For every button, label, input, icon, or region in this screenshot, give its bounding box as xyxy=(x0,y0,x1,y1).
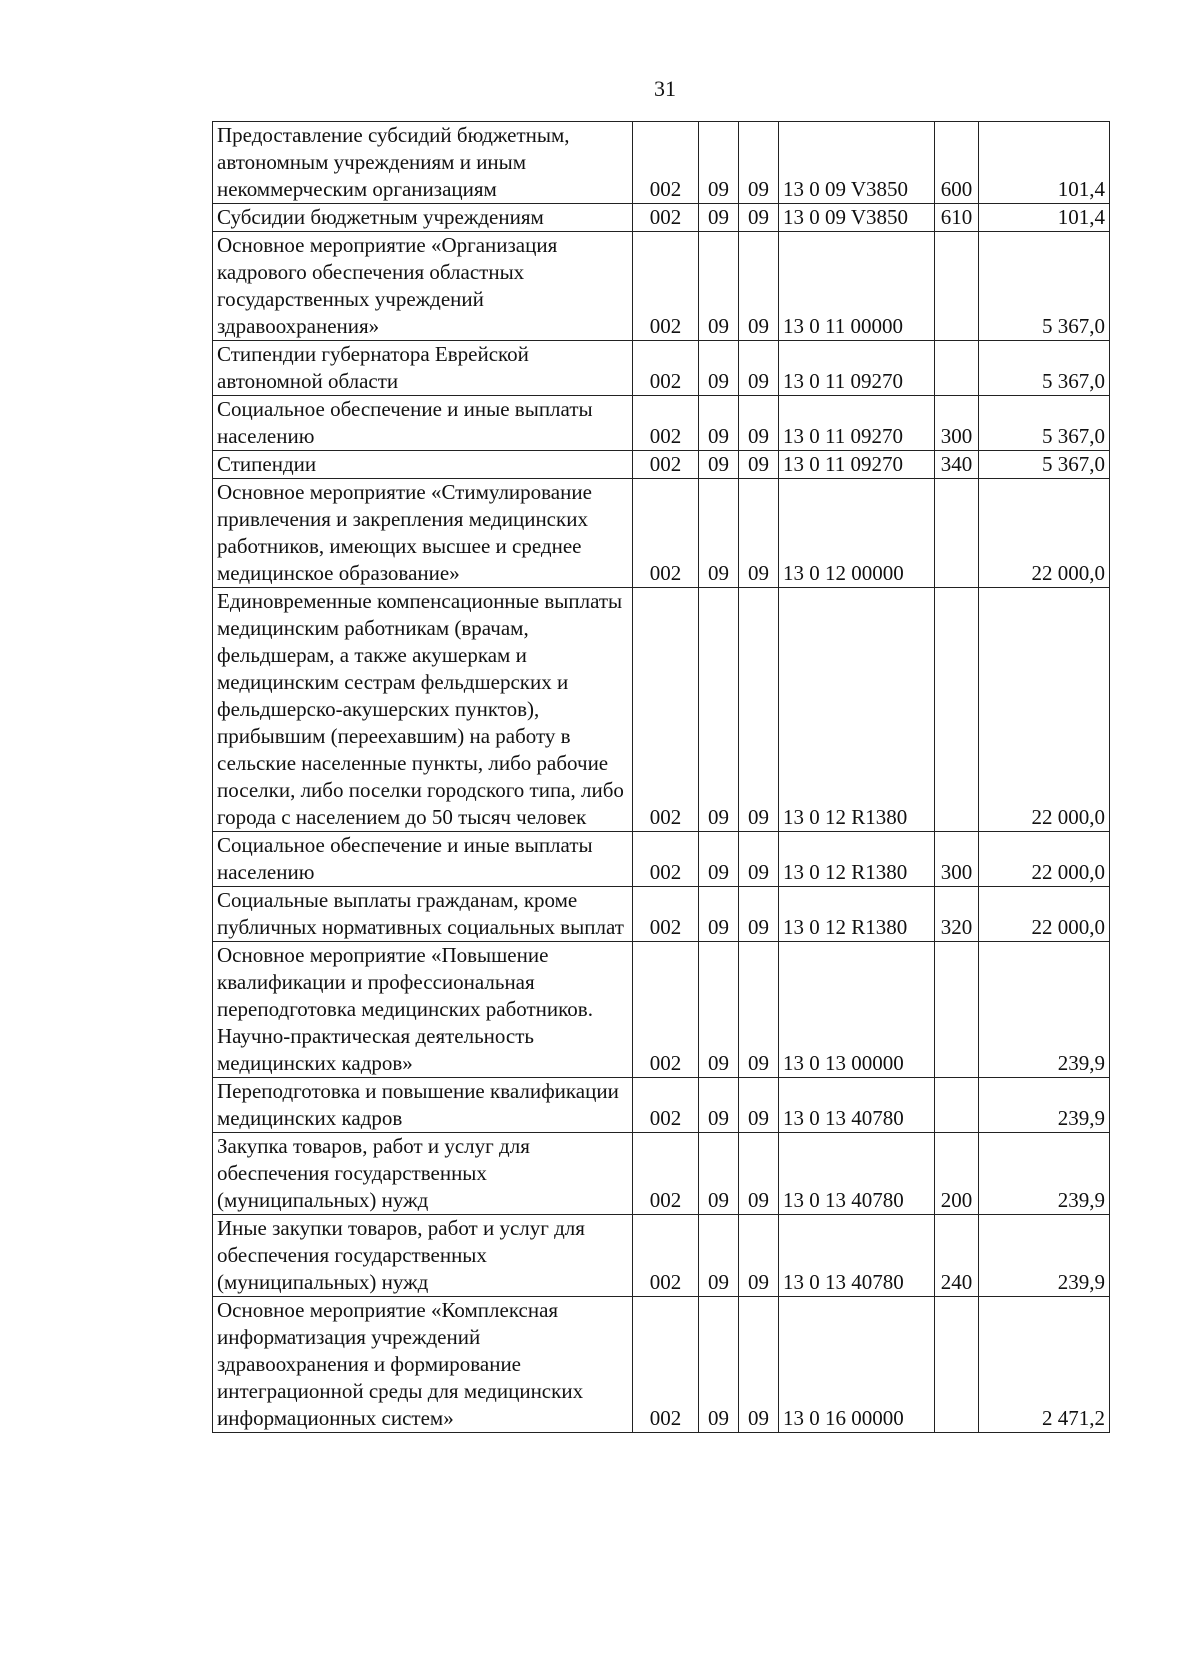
row-amount: 22 000,0 xyxy=(979,887,1110,942)
row-expense-type xyxy=(935,479,979,588)
row-name: Закупка товаров, работ и услуг для обеспечения государственных (муниципальных) нужд xyxy=(213,1133,633,1215)
table-row xyxy=(213,122,1110,204)
row-amount: 22 000,0 xyxy=(979,479,1110,588)
row-subsection-code: 09 xyxy=(739,1215,779,1297)
row-ministry-code: 002 xyxy=(633,232,699,341)
table-row xyxy=(213,1133,1110,1215)
row-subsection-code: 09 xyxy=(739,341,779,396)
row-target-article: 13 0 11 00000 xyxy=(779,232,935,341)
row-ministry-code: 002 xyxy=(633,1297,699,1433)
row-ministry-code: 002 xyxy=(633,341,699,396)
row-amount: 239,9 xyxy=(979,1133,1110,1215)
row-name: Социальные выплаты гражданам, кроме публичных нормативных социальных выплат xyxy=(213,887,633,942)
row-section-code: 09 xyxy=(699,1297,739,1433)
row-ministry-code: 002 xyxy=(633,1133,699,1215)
row-amount: 22 000,0 xyxy=(979,588,1110,832)
row-subsection-code: 09 xyxy=(739,396,779,451)
table-row xyxy=(213,588,1110,832)
row-expense-type: 300 xyxy=(935,396,979,451)
row-target-article: 13 0 12 R1380 xyxy=(779,588,935,832)
row-name: Основное мероприятие «Стимулирование привлечения и закрепления медицинских работников, имеющих высшее и среднее медицинское образование» xyxy=(213,479,633,588)
row-expense-type: 600 xyxy=(935,122,979,204)
row-expense-type: 300 xyxy=(935,832,979,887)
row-name: Основное мероприятие «Комплексная информатизация учреждений здравоохранения и формирование интеграционной среды для медицинских информационных систем» xyxy=(213,1297,633,1433)
row-target-article: 13 0 13 40780 xyxy=(779,1078,935,1133)
row-expense-type: 610 xyxy=(935,204,979,232)
row-name: Иные закупки товаров, работ и услуг для обеспечения государственных (муниципальных) нужд xyxy=(213,1215,633,1297)
row-section-code: 09 xyxy=(699,832,739,887)
row-name: Субсидии бюджетным учреждениям xyxy=(213,204,633,232)
row-amount: 22 000,0 xyxy=(979,832,1110,887)
row-section-code: 09 xyxy=(699,588,739,832)
row-expense-type xyxy=(935,942,979,1078)
table-row xyxy=(213,341,1110,396)
table-row xyxy=(213,1078,1110,1133)
row-section-code: 09 xyxy=(699,341,739,396)
row-amount: 5 367,0 xyxy=(979,341,1110,396)
row-amount: 239,9 xyxy=(979,942,1110,1078)
row-ministry-code: 002 xyxy=(633,942,699,1078)
row-expense-type xyxy=(935,232,979,341)
row-name: Стипендии xyxy=(213,451,633,479)
table-row xyxy=(213,204,1110,232)
row-target-article: 13 0 16 00000 xyxy=(779,1297,935,1433)
row-amount: 2 471,2 xyxy=(979,1297,1110,1433)
row-target-article: 13 0 13 00000 xyxy=(779,942,935,1078)
row-subsection-code: 09 xyxy=(739,942,779,1078)
row-ministry-code: 002 xyxy=(633,1215,699,1297)
row-name: Социальное обеспечение и иные выплаты населению xyxy=(213,832,633,887)
row-subsection-code: 09 xyxy=(739,451,779,479)
row-section-code: 09 xyxy=(699,479,739,588)
row-subsection-code: 09 xyxy=(739,1133,779,1215)
row-section-code: 09 xyxy=(699,122,739,204)
table-row xyxy=(213,1215,1110,1297)
budget-table xyxy=(212,121,1110,1433)
row-ministry-code: 002 xyxy=(633,887,699,942)
row-ministry-code: 002 xyxy=(633,204,699,232)
row-section-code: 09 xyxy=(699,1215,739,1297)
row-target-article: 13 0 13 40780 xyxy=(779,1215,935,1297)
row-name: Предоставление субсидий бюджетным, автономным учреждениям и иным некоммерческим организациям xyxy=(213,122,633,204)
row-target-article: 13 0 13 40780 xyxy=(779,1133,935,1215)
table-row xyxy=(213,232,1110,341)
row-subsection-code: 09 xyxy=(739,122,779,204)
row-subsection-code: 09 xyxy=(739,204,779,232)
row-amount: 101,4 xyxy=(979,204,1110,232)
row-ministry-code: 002 xyxy=(633,588,699,832)
row-expense-type xyxy=(935,1297,979,1433)
row-ministry-code: 002 xyxy=(633,479,699,588)
table-row xyxy=(213,887,1110,942)
row-amount: 5 367,0 xyxy=(979,396,1110,451)
row-name: Основное мероприятие «Организация кадрового обеспечения областных государственных учреждений здравоохранения» xyxy=(213,232,633,341)
page-number: 31 xyxy=(654,76,676,101)
row-section-code: 09 xyxy=(699,887,739,942)
table-row xyxy=(213,832,1110,887)
row-section-code: 09 xyxy=(699,451,739,479)
row-subsection-code: 09 xyxy=(739,887,779,942)
row-section-code: 09 xyxy=(699,1078,739,1133)
row-target-article: 13 0 11 09270 xyxy=(779,341,935,396)
row-subsection-code: 09 xyxy=(739,588,779,832)
row-ministry-code: 002 xyxy=(633,832,699,887)
row-ministry-code: 002 xyxy=(633,451,699,479)
row-expense-type: 320 xyxy=(935,887,979,942)
row-section-code: 09 xyxy=(699,204,739,232)
row-ministry-code: 002 xyxy=(633,122,699,204)
row-amount: 239,9 xyxy=(979,1078,1110,1133)
row-target-article: 13 0 09 V3850 xyxy=(779,204,935,232)
table-row xyxy=(213,942,1110,1078)
row-ministry-code: 002 xyxy=(633,396,699,451)
table-row xyxy=(213,451,1110,479)
row-subsection-code: 09 xyxy=(739,232,779,341)
row-target-article: 13 0 11 09270 xyxy=(779,396,935,451)
row-subsection-code: 09 xyxy=(739,479,779,588)
row-amount: 5 367,0 xyxy=(979,232,1110,341)
row-target-article: 13 0 09 V3850 xyxy=(779,122,935,204)
row-target-article: 13 0 11 09270 xyxy=(779,451,935,479)
row-section-code: 09 xyxy=(699,396,739,451)
row-name: Социальное обеспечение и иные выплаты населению xyxy=(213,396,633,451)
table-row xyxy=(213,1297,1110,1433)
row-section-code: 09 xyxy=(699,232,739,341)
row-target-article: 13 0 12 R1380 xyxy=(779,887,935,942)
row-subsection-code: 09 xyxy=(739,1078,779,1133)
row-section-code: 09 xyxy=(699,942,739,1078)
row-expense-type: 240 xyxy=(935,1215,979,1297)
row-name: Переподготовка и повышение квалификации медицинских кадров xyxy=(213,1078,633,1133)
row-subsection-code: 09 xyxy=(739,1297,779,1433)
row-ministry-code: 002 xyxy=(633,1078,699,1133)
row-section-code: 09 xyxy=(699,1133,739,1215)
table-row xyxy=(213,479,1110,588)
row-name: Основное мероприятие «Повышение квалификации и профессиональная переподготовка медицинских работников. Научно-практическая деятельность медицинских кадров» xyxy=(213,942,633,1078)
row-amount: 5 367,0 xyxy=(979,451,1110,479)
row-amount: 101,4 xyxy=(979,122,1110,204)
row-amount: 239,9 xyxy=(979,1215,1110,1297)
row-subsection-code: 09 xyxy=(739,832,779,887)
row-expense-type xyxy=(935,341,979,396)
row-expense-type xyxy=(935,1078,979,1133)
row-expense-type: 340 xyxy=(935,451,979,479)
row-expense-type xyxy=(935,588,979,832)
budget-table-body xyxy=(213,122,1110,1433)
row-target-article: 13 0 12 00000 xyxy=(779,479,935,588)
row-target-article: 13 0 12 R1380 xyxy=(779,832,935,887)
table-row xyxy=(213,396,1110,451)
row-name: Стипендии губернатора Еврейской автономной области xyxy=(213,341,633,396)
row-expense-type: 200 xyxy=(935,1133,979,1215)
row-name: Единовременные компенсационные выплаты медицинским работникам (врачам, фельдшерам, а также акушеркам и медицинским сестрам фельдшерских и фельдшерско-акушерских пунктов), прибывшим (переехавшим) на работу в сельские населенные пункты, либо рабочие поселки, либо поселки городского типа, либо города с населением до 50 тысяч человек xyxy=(213,588,633,832)
